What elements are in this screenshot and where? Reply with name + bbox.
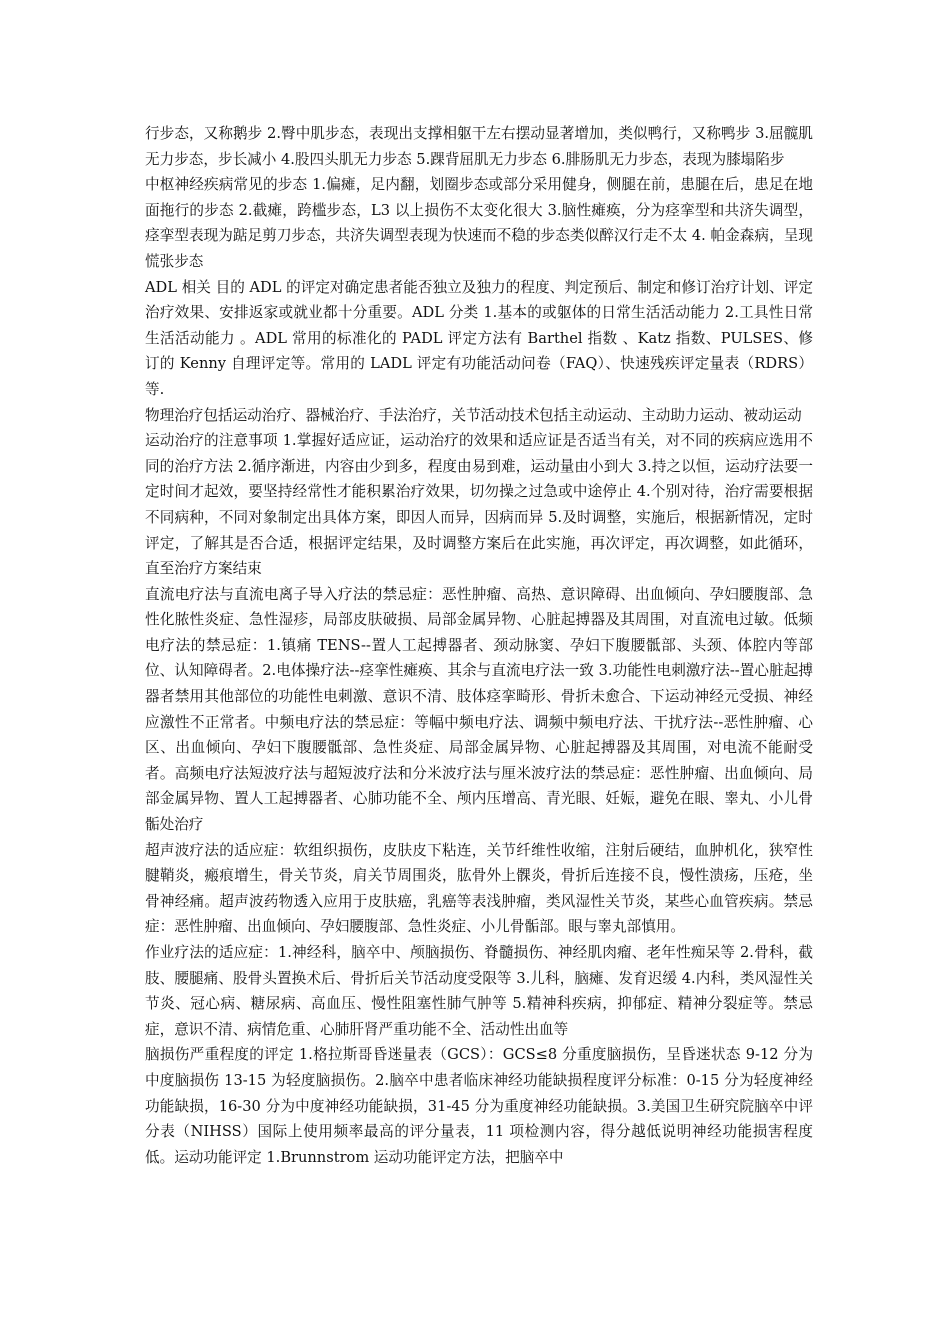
paragraph-physical-therapy: 物理治疗包括运动治疗、器械治疗、手法治疗，关节活动技术包括主动运动、主动助力运动、被动运动	[145, 406, 802, 424]
paragraph-gait-central: 中枢神经疾病常见的步态 1.偏瘫，足内翻，划圈步态或部分采用健身，侧腿在前，患腿在后，患足在地面拖行的步态 2.截瘫，跨槛步态，L3 以上损伤不太变化很大 3.脑性瘫痪，分为痉挛型和共济失调型，痉挛型表现为踮足剪刀步态，共济失调型表现为快速而不稳的步态类似醉汉行走不太 4. 帕金森病，呈现慌张步态	[145, 176, 813, 270]
paragraph-electrotherapy-contraindications: 直流电疗法与直流电离子导入疗法的禁忌症：恶性肿瘤、高热、意识障碍、出血倾向、孕妇腰腹部、急性化脓性炎症、急性湿疹，局部皮肤破损、局部金属异物、心脏起搏器及其周围，对直流电过敏。低频电疗法的禁忌症：1.镇痛 TENS--置人工起搏器者、颈动脉窦、孕妇下腹腰骶部、头颈、体腔内等部位、认知障碍者。2.电体操疗法--痉挛性瘫痪、其余与直流电疗法一致 3.功能性电刺激疗法--置心脏起搏器者禁用其他部位的功能性电刺激、意识不清、肢体痉挛畸形、骨折未愈合、下运动神经元受损、神经应激性不正常者。中频电疗法的禁忌症：等幅中频电疗法、调频中频电疗法、干扰疗法--恶性肿瘤、心区、出血倾向、孕妇下腹腰骶部、急性炎症、局部金属异物、心脏起搏器及其周围，对电流不能耐受者。高频电疗法短波疗法与超短波疗法和分米波疗法与厘米波疗法的禁忌症：恶性肿瘤、出血倾向、局部金属异物、置人工起搏器者、心肺功能不全、颅内压增高、青光眼、妊娠，避免在眼、睾丸、小儿骨骺处治疗	[145, 585, 813, 834]
paragraph-brain-injury-assessment: 脑损伤严重程度的评定 1.格拉斯哥昏迷量表（GCS）：GCS≤8 分重度脑损伤，呈昏迷状态 9-12 分为中度脑损伤 13-15 为轻度脑损伤。2.脑卒中患者临床神经功能缺损程度评分标准：0-15 分为轻度神经功能缺损，16-30 分为中度神经功能缺损，31-45 分为重度神经功能缺损。3.美国卫生研究院脑卒中评分表（NIHSS）国际上使用频率最高的评分量表，11 项检测内容，得分越低说明神经功能损害程度低。运动功能评定 1.Brunnstrom 运动功能评定方法，把脑卒中	[145, 1046, 813, 1166]
document-page	[145, 121, 813, 1170]
paragraph-ultrasound-therapy: 超声波疗法的适应症：软组织损伤，皮肤皮下粘连，关节纤维性收缩，注射后硬结，血肿机化，狭窄性腱鞘炎，瘢痕增生，骨关节炎，肩关节周围炎，肱骨外上髁炎，骨折后连接不良，慢性溃疡，压疮，坐骨神经痛。超声波药物透入应用于皮肤癌，乳癌等表浅肿瘤，类风湿性关节炎，某些心血管疾病。禁忌症：恶性肿瘤、出血倾向、孕妇腰腹部、急性炎症、小儿骨骺部。眼与睾丸部慎用。	[145, 841, 813, 936]
paragraph-exercise-therapy: 运动治疗的注意事项 1.掌握好适应证，运动治疗的效果和适应证是否适当有关，对不同的疾病应选用不同的治疗方法 2.循序渐进，内容由少到多，程度由易到难，运动量由小到大 3.持之以恒，运动疗法要一定时间才起效，要坚持经常性才能积累治疗效果，切勿操之过急或中途停止 4.个别对待，治疗需要根据不同病种，不同对象制定出具体方案，即因人而异，因病而异 5.及时调整，实施后，根据新情况，定时评定，了解其是否合适，根据评定结果，及时调整方案后在此实施，再次评定，再次调整，如此循环，直至治疗方案结束	[145, 432, 813, 578]
paragraph-occupational-therapy: 作业疗法的适应症：1.神经科，脑卒中、颅脑损伤、脊髓损伤、神经肌肉瘤、老年性痴呆等 2.骨科，截肢、腰腿痛、股骨头置换术后、骨折后关节活动度受限等 3.儿科，脑瘫、发育迟缓 4.内科，类风湿性关节炎、冠心病、糖尿病、高血压、慢性阻塞性肺气肿等 5.精神科疾病，抑郁症、精神分裂症等。禁忌症，意识不清、病情危重、心肺肝肾严重功能不全、活动性出血等	[145, 944, 813, 1038]
paragraph-adl: ADL 相关 目的 ADL 的评定对确定患者能否独立及独力的程度、判定预后、制定和修订治疗计划、评定治疗效果、安排返家或就业都十分重要。ADL 分类 1.基本的或躯体的日常生活活动能力 2.工具性日常生活活动能力 。ADL 常用的标准化的 PADL 评定方法有 Barthel 指数 、Katz 指数、PULSES、修订的 Kenny 自理评定等。常用的 LADL 评定有功能活动问卷（FAQ）、快速残疾评定量表（RDRS）等.	[145, 278, 813, 398]
paragraph-gait-peripheral: 行步态，又称鹅步 2.臀中肌步态，表现出支撑相躯干左右摆动显著增加，类似鸭行，又称鸭步 3.屈髋肌无力步态，步长减小 4.股四头肌无力步态 5.踝背屈肌无力步态 6.腓肠肌无力步态，表现为膝塌陷步	[145, 125, 813, 168]
